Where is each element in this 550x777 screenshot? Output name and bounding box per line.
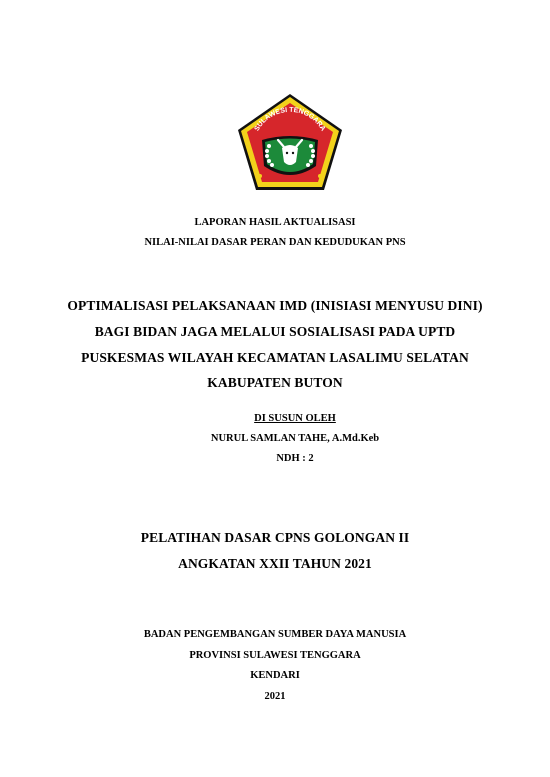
title-line-2: BAGI BIDAN JAGA MELALUI SOSIALISASI PADA UPTD [94,324,456,339]
title-line-1: OPTIMALISASI PELAKSANAAN IMD (INISIASI MENYUSU DINI) [67,298,483,313]
svg-text:SULAWESI TENGGARA: SULAWESI TENGGARA [253,106,327,133]
province-name: PROVINSI SULAWESI TENGGARA [189,650,361,661]
institution-name: BADAN PENGEMBANGAN SUMBER DAYA MANUSIA [143,629,407,640]
training-line-2: ANGKATAN XXII TAHUN 2021 [178,556,372,571]
author-label: DI SUSUN OLEH [254,413,336,424]
title-line-4: KABUPATEN BUTON [207,375,343,390]
author-name: NURUL SAMLAN TAHE, A.Md.Keb [210,433,380,444]
report-subheading: NILAI-NILAI DASAR PERAN DAN KEDUDUKAN PNS [144,237,406,248]
training-line-1: PELATIHAN DASAR CPNS GOLONGAN II [140,530,410,545]
year: 2021 [264,691,286,702]
title-line-3: PUSKESMAS WILAYAH KECAMATAN LASALIMU SELATAN [81,350,469,365]
city-name: KENDARI [250,670,300,681]
report-heading: LAPORAN HASIL AKTUALISASI [194,217,356,228]
author-ndh: NDH : 2 [276,453,314,464]
sulawesi-tenggara-emblem-icon [236,92,344,192]
